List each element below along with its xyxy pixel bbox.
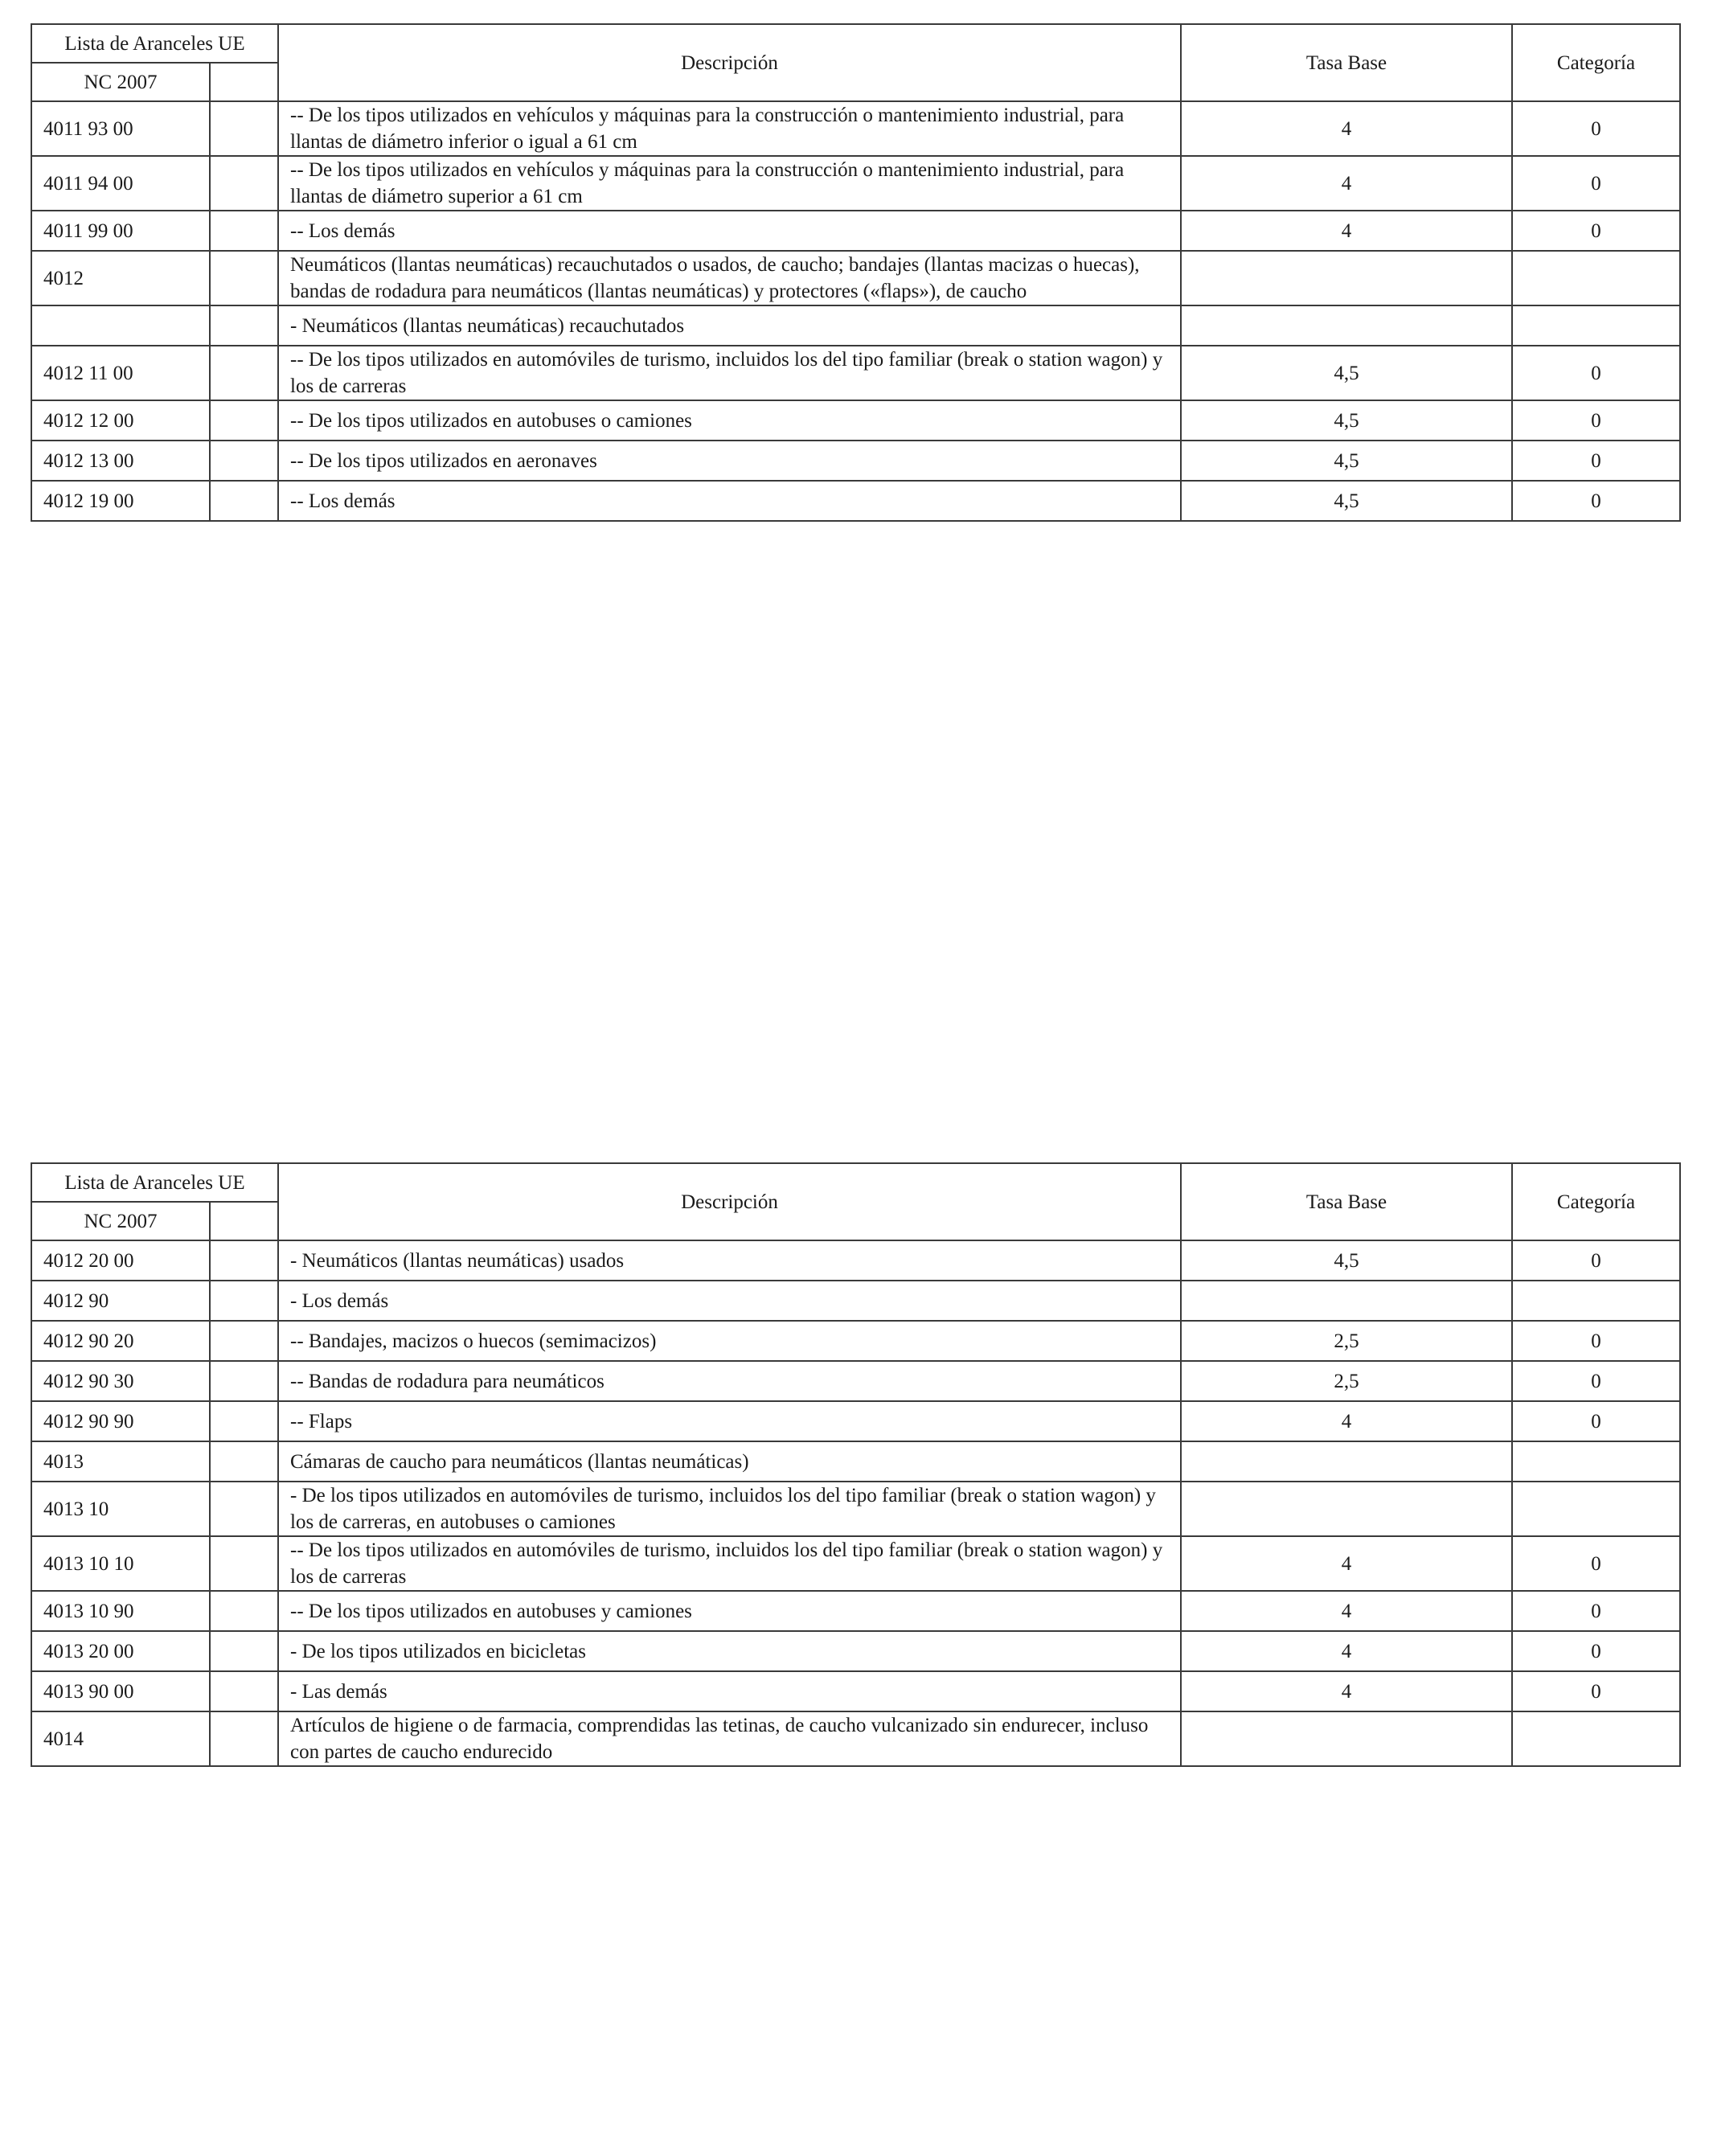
base-rate: 4,5 — [1181, 441, 1512, 481]
tariff-description: - De los tipos utilizados en bicicletas — [278, 1631, 1181, 1671]
category: 0 — [1512, 481, 1680, 521]
tariff-code: 4013 10 90 — [31, 1591, 210, 1631]
tariff-code: 4013 — [31, 1441, 210, 1482]
tariff-table-2 — [31, 1162, 1681, 1767]
base-rate: 4 — [1181, 1591, 1512, 1631]
header-empty-cell — [210, 63, 278, 101]
category: 0 — [1512, 1361, 1680, 1401]
header-description: Descripción — [278, 24, 1181, 101]
sub-code-cell — [210, 1671, 278, 1711]
sub-code-cell — [210, 1441, 278, 1482]
tariff-code: 4014 — [31, 1711, 210, 1766]
tariff-code: 4012 90 30 — [31, 1361, 210, 1401]
category — [1512, 1441, 1680, 1482]
base-rate: 4 — [1181, 1671, 1512, 1711]
table-row — [31, 481, 1680, 521]
category: 0 — [1512, 1671, 1680, 1711]
category: 0 — [1512, 156, 1680, 211]
tariff-table-header-2 — [31, 1163, 1680, 1240]
header-base-rate: Tasa Base — [1181, 1163, 1512, 1240]
tariff-description: -- De los tipos utilizados en aeronaves — [278, 441, 1181, 481]
table-row — [31, 1401, 1680, 1441]
table-row — [31, 251, 1680, 305]
header-category: Categoría — [1512, 24, 1680, 101]
sub-code-cell — [210, 1401, 278, 1441]
base-rate: 4,5 — [1181, 1240, 1512, 1281]
tariff-description: -- Los demás — [278, 481, 1181, 521]
header-group-label: Lista de Aranceles UE — [31, 1163, 278, 1202]
header-nc-label: NC 2007 — [31, 63, 210, 101]
category: 0 — [1512, 1401, 1680, 1441]
tariff-description: Cámaras de caucho para neumáticos (llantas neumáticas) — [278, 1441, 1181, 1482]
category — [1512, 251, 1680, 305]
category: 0 — [1512, 346, 1680, 400]
header-base-rate: Tasa Base — [1181, 24, 1512, 101]
base-rate — [1181, 305, 1512, 346]
tariff-description: - De los tipos utilizados en automóviles de turismo, incluidos los del tipo familiar (break o station wagon) y los de carreras, en autobuses o camiones — [278, 1482, 1181, 1536]
table-row — [31, 1321, 1680, 1361]
sub-code-cell — [210, 1591, 278, 1631]
table-row — [31, 1631, 1680, 1671]
table-row — [31, 211, 1680, 251]
base-rate: 2,5 — [1181, 1361, 1512, 1401]
table-row — [31, 1240, 1680, 1281]
category: 0 — [1512, 1591, 1680, 1631]
table-row — [31, 1711, 1680, 1766]
table-row — [31, 305, 1680, 346]
category: 0 — [1512, 211, 1680, 251]
sub-code-cell — [210, 1482, 278, 1536]
table-row — [31, 1482, 1680, 1536]
tariff-code: 4012 11 00 — [31, 346, 210, 400]
sub-code-cell — [210, 156, 278, 211]
category: 0 — [1512, 101, 1680, 156]
tariff-table-body-2 — [31, 1240, 1680, 1766]
sub-code-cell — [210, 1361, 278, 1401]
table-row — [31, 1281, 1680, 1321]
tariff-code: 4012 19 00 — [31, 481, 210, 521]
tariff-description: -- De los tipos utilizados en automóviles de turismo, incluidos los del tipo familiar (break o station wagon) y los de carreras — [278, 346, 1181, 400]
tariff-code: 4012 12 00 — [31, 400, 210, 441]
tariff-code: 4013 20 00 — [31, 1631, 210, 1671]
tariff-description: - Neumáticos (llantas neumáticas) recauchutados — [278, 305, 1181, 346]
category: 0 — [1512, 1240, 1680, 1281]
table-row — [31, 400, 1680, 441]
category — [1512, 1281, 1680, 1321]
tariff-code: 4012 20 00 — [31, 1240, 210, 1281]
tariff-description: -- De los tipos utilizados en vehículos y máquinas para la construcción o mantenimiento industrial, para llantas de diámetro inferior o igual a 61 cm — [278, 101, 1181, 156]
table-row — [31, 346, 1680, 400]
base-rate: 4,5 — [1181, 481, 1512, 521]
category — [1512, 305, 1680, 346]
tariff-description: - Los demás — [278, 1281, 1181, 1321]
base-rate: 4,5 — [1181, 400, 1512, 441]
category — [1512, 1711, 1680, 1766]
tariff-code: 4012 — [31, 251, 210, 305]
header-empty-cell — [210, 1202, 278, 1240]
category: 0 — [1512, 441, 1680, 481]
table-row — [31, 1536, 1680, 1591]
sub-code-cell — [210, 211, 278, 251]
sub-code-cell — [210, 1321, 278, 1361]
tariff-description: -- De los tipos utilizados en autobuses y camiones — [278, 1591, 1181, 1631]
tariff-table-header-1 — [31, 24, 1680, 101]
tariff-code: 4012 90 20 — [31, 1321, 210, 1361]
sub-code-cell — [210, 400, 278, 441]
sub-code-cell — [210, 1536, 278, 1591]
sub-code-cell — [210, 481, 278, 521]
tariff-code — [31, 305, 210, 346]
tariff-description: -- Flaps — [278, 1401, 1181, 1441]
sub-code-cell — [210, 1240, 278, 1281]
tariff-code: 4012 90 — [31, 1281, 210, 1321]
table-row — [31, 1361, 1680, 1401]
tariff-code: 4011 94 00 — [31, 156, 210, 211]
tariff-code: 4011 99 00 — [31, 211, 210, 251]
tariff-code: 4012 90 90 — [31, 1401, 210, 1441]
sub-code-cell — [210, 441, 278, 481]
header-category: Categoría — [1512, 1163, 1680, 1240]
table-row — [31, 156, 1680, 211]
tariff-description: - Neumáticos (llantas neumáticas) usados — [278, 1240, 1181, 1281]
tariff-description: -- De los tipos utilizados en autobuses o camiones — [278, 400, 1181, 441]
category — [1512, 1482, 1680, 1536]
header-group-label: Lista de Aranceles UE — [31, 24, 278, 63]
base-rate — [1181, 1281, 1512, 1321]
header-description: Descripción — [278, 1163, 1181, 1240]
tariff-description: -- Los demás — [278, 211, 1181, 251]
base-rate — [1181, 1711, 1512, 1766]
category: 0 — [1512, 1321, 1680, 1361]
base-rate — [1181, 251, 1512, 305]
sub-code-cell — [210, 1711, 278, 1766]
tariff-description: Artículos de higiene o de farmacia, comprendidas las tetinas, de caucho vulcanizado sin endurecer, incluso con partes de caucho endurecido — [278, 1711, 1181, 1766]
header-nc-label: NC 2007 — [31, 1202, 210, 1240]
tariff-code: 4013 10 10 — [31, 1536, 210, 1591]
table-row — [31, 1441, 1680, 1482]
tariff-code: 4012 13 00 — [31, 441, 210, 481]
base-rate: 4,5 — [1181, 346, 1512, 400]
tariff-description: -- Bandas de rodadura para neumáticos — [278, 1361, 1181, 1401]
sub-code-cell — [210, 101, 278, 156]
sub-code-cell — [210, 251, 278, 305]
sub-code-cell — [210, 346, 278, 400]
base-rate — [1181, 1441, 1512, 1482]
table-row — [31, 1591, 1680, 1631]
base-rate: 4 — [1181, 156, 1512, 211]
base-rate: 4 — [1181, 101, 1512, 156]
category: 0 — [1512, 400, 1680, 441]
tariff-description: Neumáticos (llantas neumáticas) recauchutados o usados, de caucho; bandajes (llantas macizas o huecas), bandas de rodadura para neumáticos (llantas neumáticas) y protectores («flaps»), de caucho — [278, 251, 1181, 305]
base-rate: 4 — [1181, 211, 1512, 251]
tariff-table-body-1 — [31, 101, 1680, 521]
table-row — [31, 1671, 1680, 1711]
category: 0 — [1512, 1631, 1680, 1671]
sub-code-cell — [210, 1281, 278, 1321]
category: 0 — [1512, 1536, 1680, 1591]
tariff-description: -- De los tipos utilizados en vehículos y máquinas para la construcción o mantenimiento industrial, para llantas de diámetro superior a 61 cm — [278, 156, 1181, 211]
base-rate: 4 — [1181, 1536, 1512, 1591]
tariff-description: -- De los tipos utilizados en automóviles de turismo, incluidos los del tipo familiar (break o station wagon) y los de carreras — [278, 1536, 1181, 1591]
base-rate: 2,5 — [1181, 1321, 1512, 1361]
table-row — [31, 101, 1680, 156]
tariff-code: 4013 10 — [31, 1482, 210, 1536]
sub-code-cell — [210, 305, 278, 346]
table-row — [31, 441, 1680, 481]
base-rate: 4 — [1181, 1401, 1512, 1441]
tariff-code: 4011 93 00 — [31, 101, 210, 156]
tariff-description: -- Bandajes, macizos o huecos (semimacizos) — [278, 1321, 1181, 1361]
tariff-code: 4013 90 00 — [31, 1671, 210, 1711]
base-rate — [1181, 1482, 1512, 1536]
tariff-table-1 — [31, 23, 1681, 522]
tariff-description: - Las demás — [278, 1671, 1181, 1711]
base-rate: 4 — [1181, 1631, 1512, 1671]
sub-code-cell — [210, 1631, 278, 1671]
